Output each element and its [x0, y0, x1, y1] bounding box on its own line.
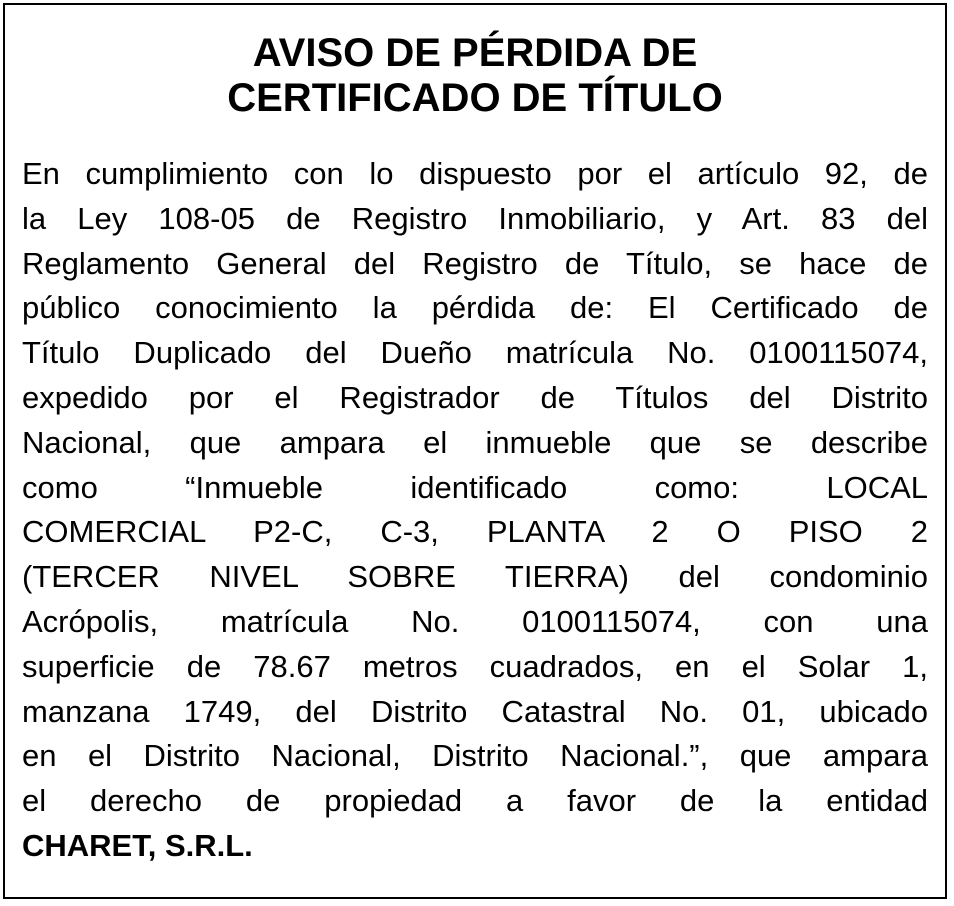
notice-body-line: manzana 1749, del Distrito Catastral No. 01, ubicado	[22, 693, 928, 729]
notice-body-line: la Ley 108-05 de Registro Inmobiliario, y Art. 83 del	[22, 200, 928, 236]
legal-notice	[3, 3, 947, 899]
notice-body-line: Nacional, que ampara el inmueble que se describe	[22, 424, 928, 460]
notice-body-line: público conocimiento la pérdida de: El Certificado de	[22, 290, 928, 326]
notice-body-line: expedido por el Registrador de Títulos del Distrito	[22, 379, 928, 415]
notice-body-line: Título Duplicado del Dueño matrícula No. 0100115074,	[22, 335, 928, 371]
notice-title-line-2: CERTIFICADO DE TÍTULO	[227, 76, 723, 120]
notice-body-line: Acrópolis, matrícula No. 0100115074, con una	[22, 603, 928, 639]
notice-body-line: (TERCER NIVEL SOBRE TIERRA) del condominio	[22, 559, 928, 595]
notice-body-line: superficie de 78.67 metros cuadrados, en el Solar 1,	[22, 648, 928, 684]
notice-body-line: como “Inmueble identificado como: LOCAL	[22, 469, 928, 505]
notice-title-line-1: AVISO DE PÉRDIDA DE	[252, 31, 698, 75]
notice-title	[5, 31, 945, 121]
notice-body-line: Reglamento General del Registro de Título, se hace de	[22, 245, 928, 281]
notice-body-line: COMERCIAL P2-C, C-3, PLANTA 2 O PISO 2	[22, 514, 928, 550]
notice-body-line: en el Distrito Nacional, Distrito Nacional.”, que ampara	[22, 738, 928, 774]
notice-body-line: En cumplimiento con lo dispuesto por el artículo 92, de	[22, 156, 928, 191]
notice-body	[22, 152, 928, 869]
notice-body-line: el derecho de propiedad a favor de la entidad	[22, 783, 928, 819]
entity-name: CHARET, S.R.L.	[22, 827, 253, 863]
